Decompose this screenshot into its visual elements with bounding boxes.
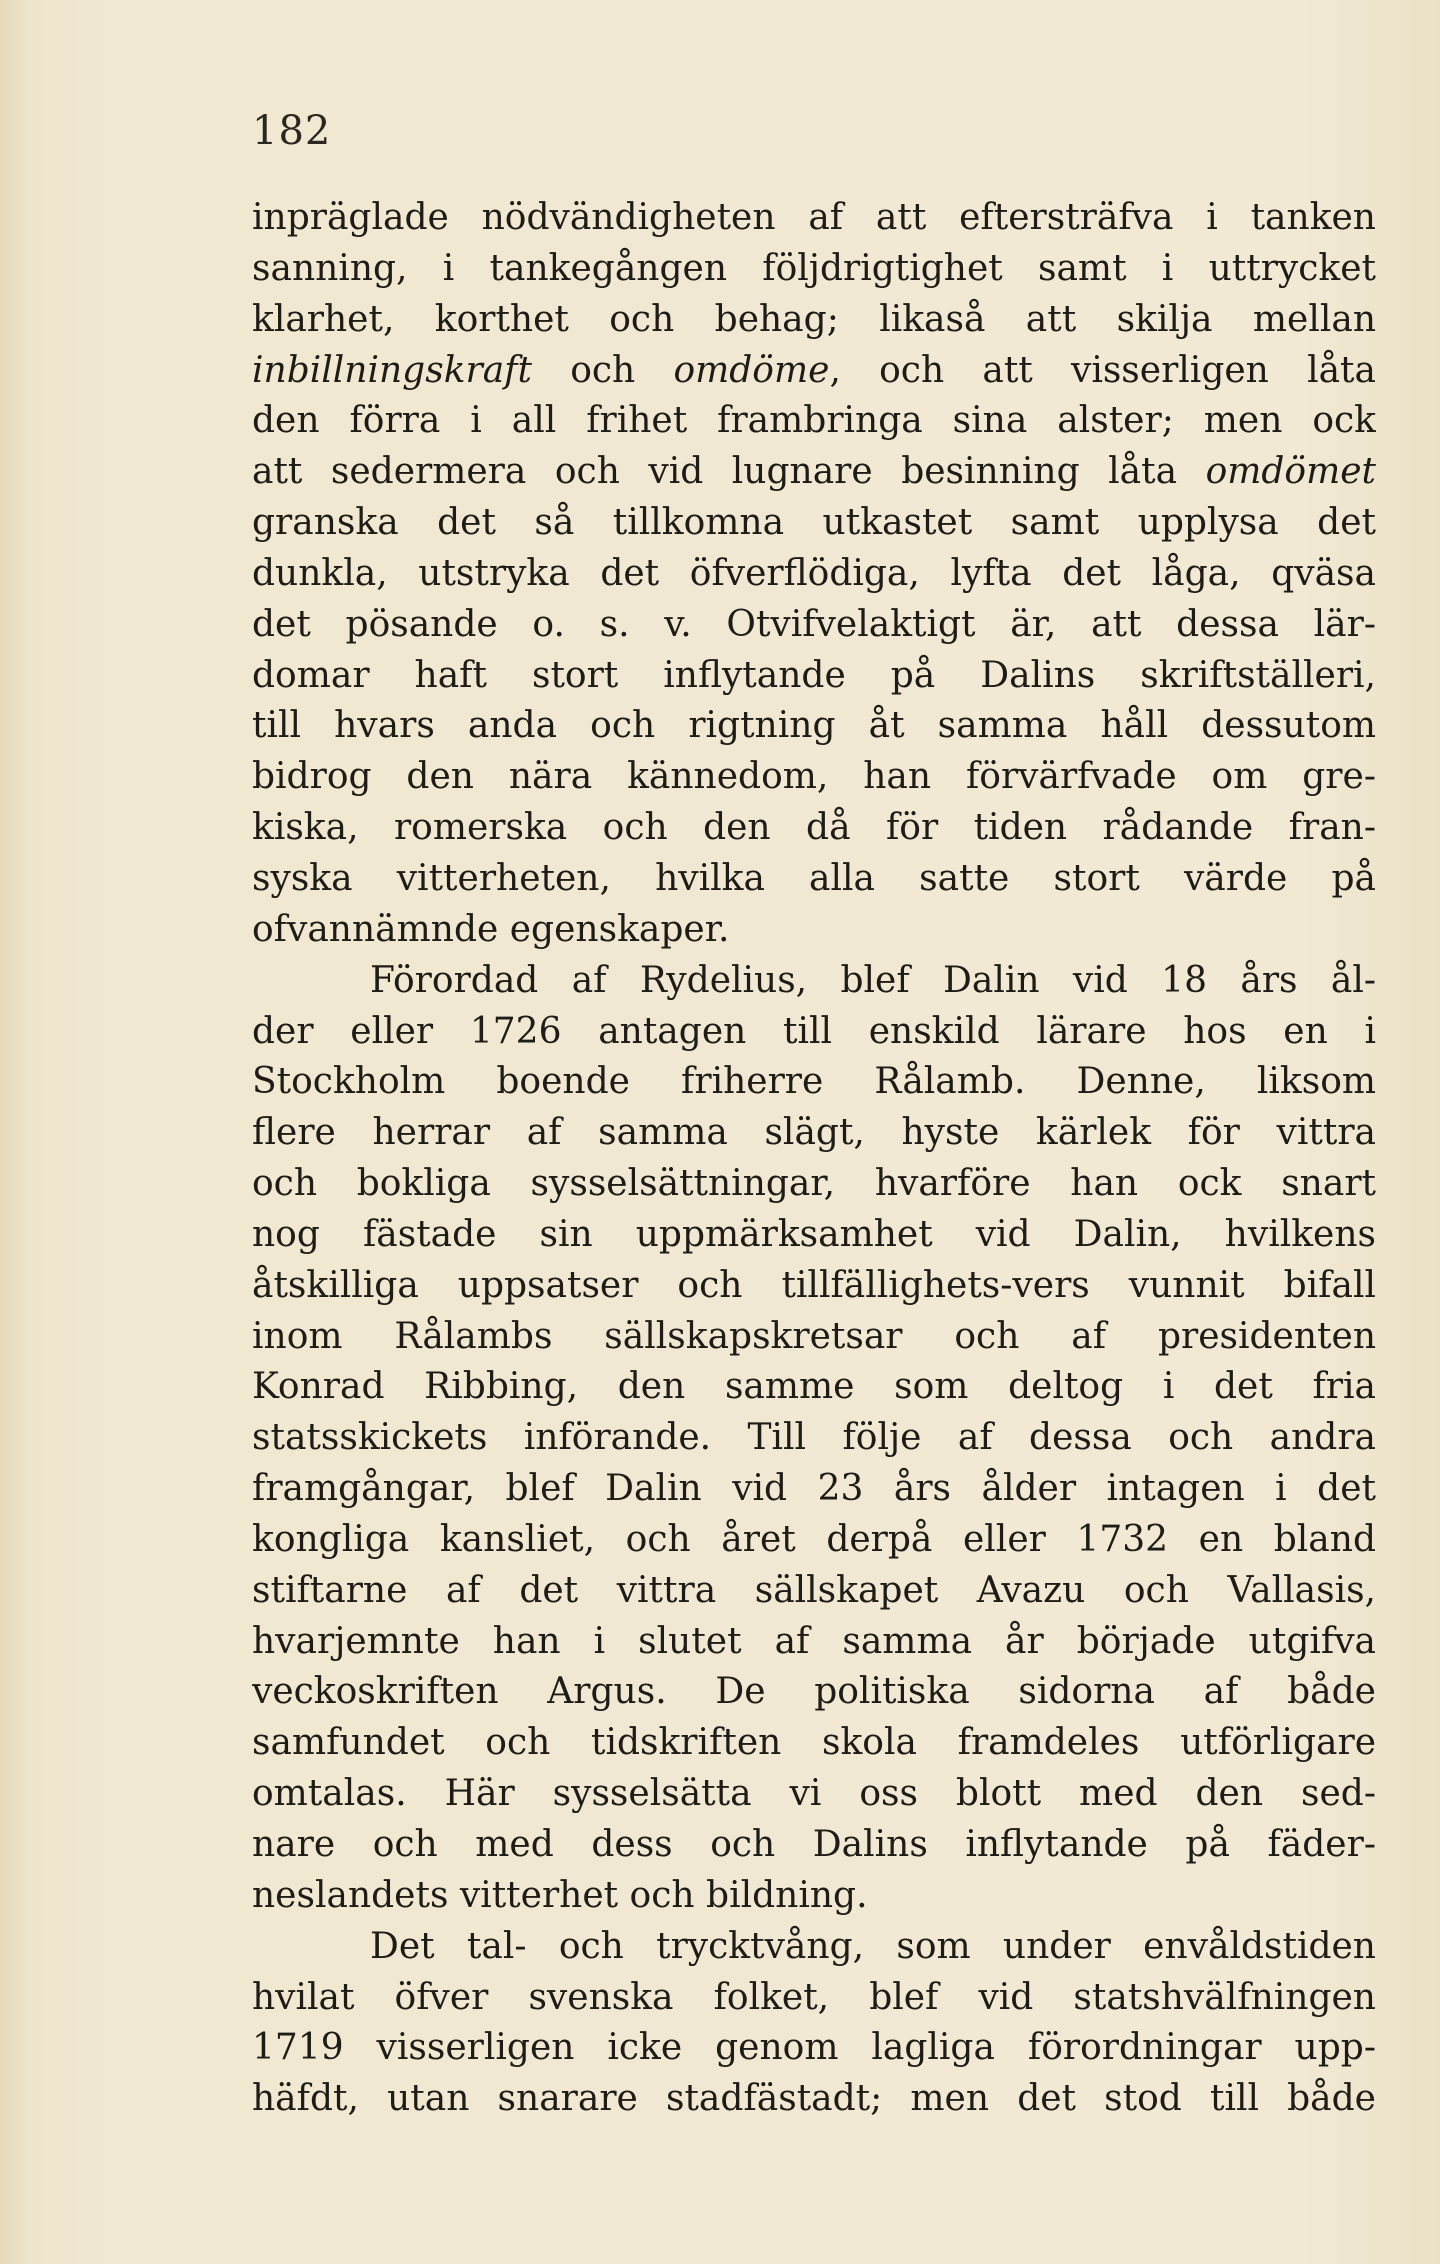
text-run: , och att visserligen låta: [829, 349, 1376, 391]
text-run: nare och med dess och Dalins inflytande på fäder-: [252, 1824, 1376, 1865]
text-run: kongliga kansliet, och året derpå eller 1732 en bland: [252, 1518, 1376, 1560]
text-line: [252, 956, 1376, 1007]
text-run: 1719 visserligen icke genom lagliga förordningar upp-: [252, 2027, 1376, 2069]
text-run: syska vitterheten, hvilka alla satte stort värde på: [252, 857, 1376, 899]
page-number: 182: [252, 108, 332, 154]
text-run: neslandets vitterhet och bildning.: [252, 1874, 868, 1916]
text-run: flere herrar af samma slägt, hyste kärlek för vittra: [252, 1112, 1376, 1154]
text-run: granska det så tillkomna utkastet samt upplysa det: [252, 502, 1376, 544]
text-run: inom Rålambs sällskapskretsar och af presidenten: [252, 1315, 1376, 1357]
text-line: [252, 244, 1376, 295]
text-run: Förordad af Rydelius, blef Dalin vid 18 års ål-: [370, 959, 1376, 1001]
text-run: att sedermera och vid lugnare besinning låta: [252, 451, 1206, 493]
text-run: sanning, i tankegången följdrigtighet samt i uttrycket: [252, 247, 1376, 289]
text-line: [252, 1973, 1376, 2024]
text-line: [252, 651, 1376, 702]
text-line: [252, 1210, 1376, 1261]
text-run: framgångar, blef Dalin vid 23 års ålder intagen i det: [252, 1468, 1376, 1510]
text-run: domar haft stort inflytande på Dalins skriftställeri,: [252, 654, 1376, 696]
text-line: [252, 447, 1376, 498]
text-run: och: [531, 349, 674, 391]
text-run: omtalas. Här sysselsätta vi oss blott med den sed-: [252, 1773, 1376, 1815]
text-line: [252, 1159, 1376, 1210]
text-run: den förra i all frihet frambringa sina alster; men ock: [252, 400, 1376, 442]
text-line: [252, 346, 1376, 397]
text-run: klarhet, korthet och behag; likaså att skilja mellan: [252, 298, 1376, 340]
text-run: och bokliga sysselsättningar, hvarföre han ock snart: [252, 1163, 1376, 1205]
text-run: dunkla, utstryka det öfverflödiga, lyfta det låga, qväsa: [252, 552, 1376, 594]
text-line: [252, 854, 1376, 905]
text-line: [252, 2074, 1376, 2125]
text-line: [252, 2023, 1376, 2074]
text-run: ofvannämnde egenskaper.: [252, 908, 730, 950]
text-line: [252, 396, 1376, 447]
text-line: [252, 1718, 1376, 1769]
text-line: [252, 295, 1376, 346]
text-run: der eller 1726 antagen till enskild lärare hos en i: [252, 1010, 1376, 1052]
text-line: [252, 1413, 1376, 1464]
text-run: åtskilliga uppsatser och tillfällighets-vers vunnit bifall: [252, 1264, 1376, 1306]
text-line: [252, 549, 1376, 600]
text-line: [252, 193, 1376, 244]
text-line: [252, 1362, 1376, 1413]
text-line: [252, 498, 1376, 549]
text-line: [252, 1057, 1376, 1108]
text-line: [252, 1566, 1376, 1617]
italic-term: inbillningskraft: [252, 349, 532, 391]
text-run: kiska, romerska och den då för tiden rådande fran-: [252, 807, 1376, 849]
text-run: samfundet och tidskriften skola framdeles utförligare: [252, 1722, 1376, 1764]
text-line: [252, 803, 1376, 854]
text-line: [252, 600, 1376, 651]
italic-term: omdömet: [1205, 451, 1376, 493]
text-line: [252, 1871, 1376, 1922]
text-line: [252, 905, 1376, 956]
text-run: veckoskriften Argus. De politiska sidorna af både: [252, 1671, 1376, 1713]
text-run: Det tal- och trycktvång, som under envåldstiden: [370, 1925, 1376, 1967]
text-run: häfdt, utan snarare stadfästadt; men det stod till både: [252, 2078, 1376, 2120]
text-run: stiftarne af det vittra sällskapet Avazu och Vallasis,: [252, 1569, 1376, 1611]
text-line: [252, 1464, 1376, 1515]
text-line: [252, 1261, 1376, 1312]
text-run: hvarjemnte han i slutet af samma år började utgifva: [252, 1620, 1376, 1662]
text-line: [252, 1667, 1376, 1718]
text-line: [252, 1820, 1376, 1871]
text-run: inpräglade nödvändigheten af att eftersträfva i tanken: [252, 197, 1376, 238]
text-run: Konrad Ribbing, den samme som deltog i det fria: [252, 1366, 1376, 1408]
text-line: [252, 1515, 1376, 1566]
text-run: hvilat öfver svenska folket, blef vid statshvälfningen: [252, 1976, 1376, 2018]
text-line: [252, 752, 1376, 803]
text-line: [252, 1312, 1376, 1363]
text-run: det pösande o. s. v. Otvifvelaktigt är, att dessa lär-: [252, 603, 1376, 645]
italic-term: omdöme: [673, 349, 830, 391]
text-run: nog fästade sin uppmärksamhet vid Dalin, hvilkens: [252, 1213, 1376, 1255]
text-line: [252, 1769, 1376, 1820]
text-run: Stockholm boende friherre Rålamb. Denne, liksom: [252, 1061, 1376, 1103]
text-line: [252, 701, 1376, 752]
text-line: [252, 1108, 1376, 1159]
text-run: statsskickets införande. Till följe af dessa och andra: [252, 1417, 1376, 1459]
text-run: bidrog den nära kännedom, han förvärfvade om gre-: [252, 756, 1376, 798]
text-run: till hvars anda och rigtning åt samma håll dessutom: [252, 705, 1376, 747]
text-line: [252, 1922, 1376, 1973]
text-line: [252, 1007, 1376, 1058]
text-line: [252, 1617, 1376, 1668]
body-text: [252, 193, 1376, 2125]
